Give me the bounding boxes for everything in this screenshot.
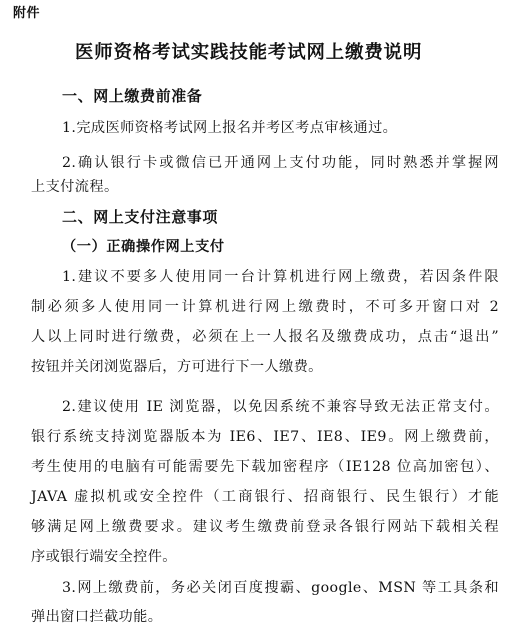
section-heading-notes: 二、网上支付注意事项 bbox=[62, 208, 219, 226]
note-2-line-5: 够满足网上缴费要求。建议考生缴费前登录各银行网站下载相关程 bbox=[31, 519, 499, 535]
note-2-line-3: 考生使用的电脑有可能需要先下载加密程序（IE128 位高加密包）、 bbox=[31, 459, 499, 475]
note-1-line-3: 人以上同时进行缴费，必须在上一人报名及缴费成功，点击“退出” bbox=[31, 329, 499, 345]
note-2-line-4: JAVA 虚拟机或安全控件（工商银行、招商银行、民生银行）才能 bbox=[31, 489, 499, 505]
note-3-line-1: 3.网上缴费前，务必关闭百度搜霸、google、MSN 等工具条和 bbox=[62, 580, 499, 596]
note-3-line-2: 弹出窗口拦截功能。 bbox=[31, 609, 163, 625]
note-2-line-2: 银行系统支持浏览器版本为 IE6、IE7、IE8、IE9。网上缴费前， bbox=[31, 429, 499, 445]
section-heading-preparation: 一、网上缴费前准备 bbox=[62, 87, 203, 105]
note-2-line-1: 2.建议使用 IE 浏览器，以免因系统不兼容导致无法正常支付。 bbox=[62, 399, 499, 415]
note-2-line-6: 序或银行端安全控件。 bbox=[31, 549, 177, 565]
note-1-line-4: 按钮并关闭浏览器后，方可进行下一人缴费。 bbox=[31, 359, 323, 375]
note-1-line-2: 制必须多人使用同一计算机进行网上缴费时，不可多开窗口对 2 bbox=[31, 299, 499, 315]
attachment-label: 附件 bbox=[13, 6, 41, 21]
prep-item-2-line-1: 2.确认银行卡或微信已开通网上支付功能，同时熟悉并掌握网 bbox=[62, 155, 499, 171]
document-title: 医师资格考试实践技能考试网上缴费说明 bbox=[75, 42, 423, 63]
subsection-heading-correct-operation: （一）正确操作网上支付 bbox=[62, 239, 225, 255]
prep-item-2-line-2: 上支付流程。 bbox=[31, 179, 119, 195]
prep-item-1: 1.完成医师资格考试网上报名并考区考点审核通过。 bbox=[62, 120, 398, 136]
note-1-line-1: 1.建议不要多人使用同一台计算机进行网上缴费，若因条件限 bbox=[62, 269, 499, 285]
